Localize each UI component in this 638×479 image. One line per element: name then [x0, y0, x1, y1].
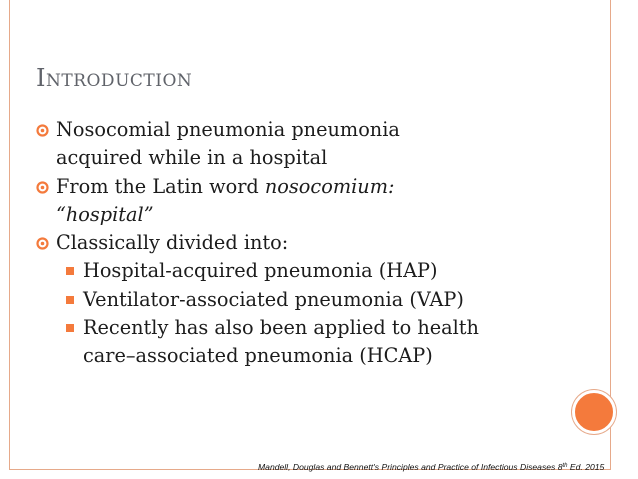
bullet-list: [36, 116, 596, 371]
bullet-text: From the Latin word: [56, 174, 265, 198]
bullet-item: [36, 173, 596, 230]
sub-bullet-item: [36, 314, 596, 371]
sub-bullet-item: [36, 257, 596, 285]
slide-title: [36, 64, 192, 92]
hollow-circle-arrow-icon: [36, 124, 50, 137]
sub-bullet-line: Recently has also been applied to health: [83, 316, 479, 340]
title-first-letter: I: [36, 64, 46, 92]
sub-bullet-item: [36, 286, 596, 314]
citation-text: Mandell, Douglas and Bennett's Principles and Practice of Infectious Diseases 8: [258, 462, 563, 472]
hollow-circle-arrow-icon: [36, 181, 50, 194]
bullet-line: [56, 201, 596, 229]
bullet-line: [56, 173, 596, 201]
sub-bullet-line: Hospital-acquired pneumonia (HAP): [83, 259, 438, 283]
hollow-circle-arrow-icon: [36, 237, 50, 250]
bullet-italic-text: “hospital”: [56, 202, 154, 226]
bullet-line: acquired while in a hospital: [56, 146, 328, 170]
title-rest: NTRODUCTION: [45, 71, 193, 91]
bullet-line: Classically divided into:: [56, 231, 289, 255]
orange-diamond-icon: [64, 265, 76, 277]
sub-bullet-line: Ventilator-associated pneumonia (VAP): [83, 287, 464, 311]
orange-diamond-icon: [64, 322, 76, 334]
orange-diamond-icon: [64, 294, 76, 306]
decorative-circle: [572, 390, 616, 434]
bullet-italic-text: nosocomium:: [264, 174, 395, 198]
bullet-item: [36, 229, 596, 257]
bullet-line: Nosocomial pneumonia pneumonia: [56, 118, 400, 141]
citation: [258, 462, 604, 472]
citation-sup: th: [562, 463, 568, 469]
citation-tail: Ed. 2015: [567, 462, 605, 472]
sub-bullet-line: care–associated pneumonia (HCAP): [83, 344, 433, 368]
bullet-item: [36, 116, 596, 173]
